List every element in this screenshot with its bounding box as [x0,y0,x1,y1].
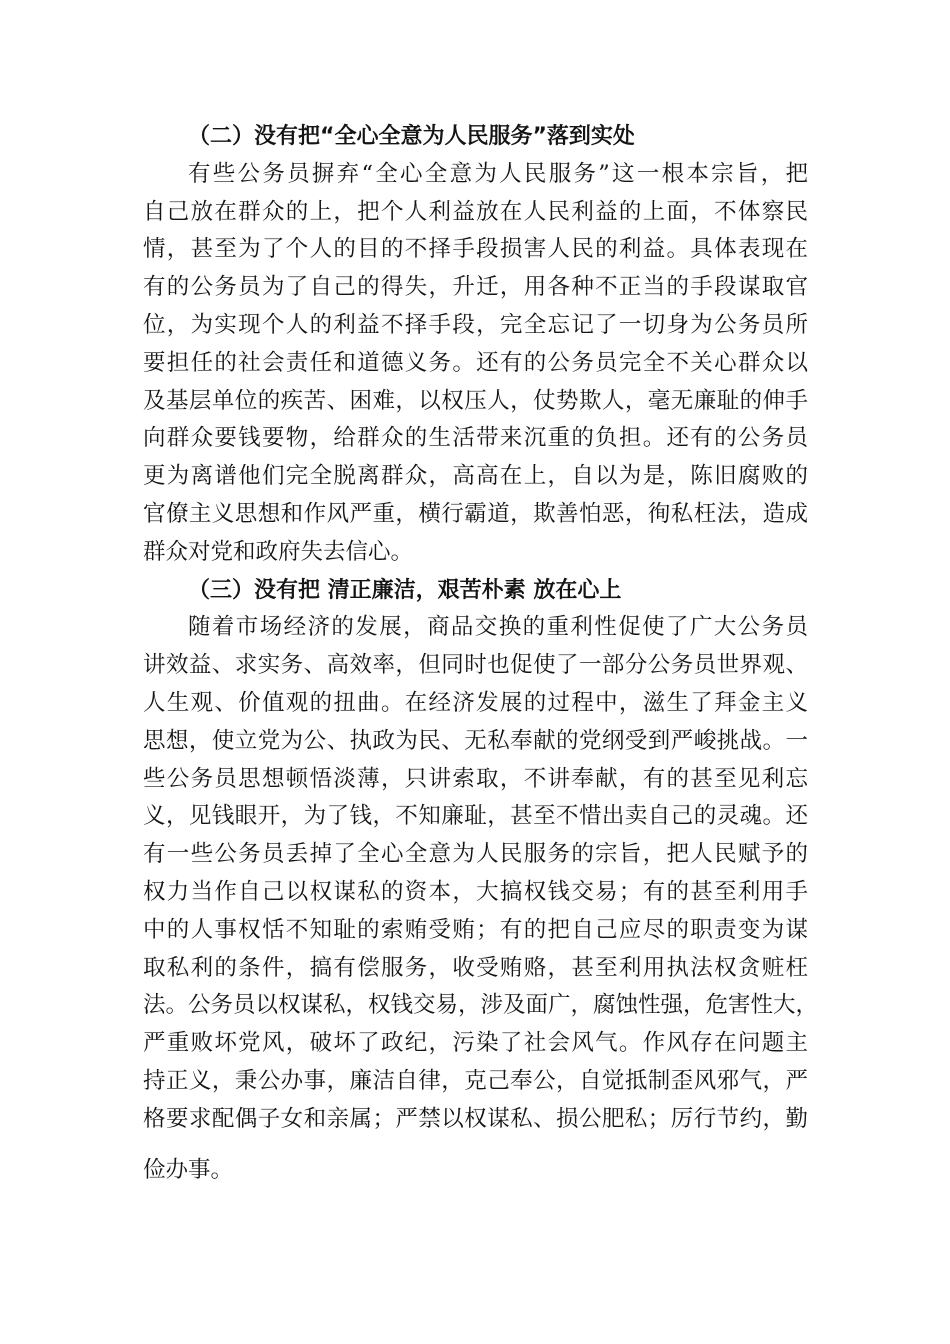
paragraph-line: 些公务员思想顿悟淡薄，只讲索取，不讲奉献，有的甚至见利忘 [143,765,808,792]
paragraph-line: 格要求配偶子女和亲属；严禁以权谋私、损公肥私；厉行节约，勤 [143,1105,808,1132]
paragraph-line: 更为离谱他们完全脱离群众，高高在上，自以为是，陈旧腐败的 [143,463,808,490]
paragraph-line: 有的公务员为了自己的得失，升迁，用各种不正当的手段谋取官 [143,274,808,301]
paragraph-line: 随着市场经济的发展，商品交换的重利性促使了广大公务员 [188,614,808,641]
paragraph-line: 向群众要钱要物，给群众的生活带来沉重的负担。还有的公务员 [143,425,808,452]
section-heading-2: （二）没有把“全心全意为人民服务”落到实处 [188,124,635,149]
paragraph-line: 义，见钱眼开，为了钱，不知廉耻，甚至不惜出卖自己的灵魂。还 [143,803,808,830]
paragraph-line: 思想，使立党为公、执政为民、无私奉献的党纲受到严峻挑战。一 [143,727,808,754]
paragraph-line: 位，为实现个人的利益不择手段，完全忘记了一切身为公务员所 [143,311,808,338]
section-heading-3: （三）没有把 清正廉洁，艰苦朴素 放在心上 [188,577,622,603]
paragraph-line: 及基层单位的疾苦、困难，以权压人，仗势欺人，毫无廉耻的伸手 [143,387,808,414]
paragraph-line: 有一些公务员丢掉了全心全意为人民服务的宗旨，把人民赋予的 [143,841,808,868]
section-3-paragraph [143,609,819,1138]
paragraph-line: 法。公务员以权谋私，权钱交易，涉及面广，腐蚀性强，危害性大， [143,992,819,1019]
paragraph-line: 持正义，秉公办事，廉洁自律，克己奉公，自觉抵制歪风邪气，严 [143,1067,808,1094]
paragraph-line: 要担任的社会责任和道德义务。还有的公务员完全不关心群众以 [143,349,808,376]
document-body [143,118,819,1139]
paragraph-line: 中的人事权恬不知耻的索贿受贿；有的把自己应尽的职责变为谋 [143,916,808,943]
section-2-paragraph [143,156,808,572]
paragraph-line: 讲效益、求实务、高效率，但同时也促使了一部分公务员世界观、 [143,652,808,679]
paragraph-line: 情，甚至为了个人的目的不择手段损害人民的利益。具体表现在 [143,236,808,263]
paragraph-line: 取私利的条件，搞有偿服务，收受贿赂，甚至利用执法权贪赃枉 [143,954,808,981]
paragraph-line: 有些公务员摒弃“全心全意为人民服务”这一根本宗旨，把 [188,160,808,187]
paragraph-line: 群众对党和政府失去信心。 [143,538,414,565]
paragraph-line: 人生观、价值观的扭曲。在经济发展的过程中，滋生了拜金主义 [143,689,808,716]
paragraph-line: 自己放在群众的上，把个人利益放在人民利益的上面，不体察民 [143,198,808,225]
paragraph-line: 严重败坏党风，破坏了政纪，污染了社会风气。作风存在问题主 [143,1030,808,1057]
paragraph-line: 权力当作自己以权谋私的资本，大搞权钱交易；有的甚至利用手 [143,878,808,905]
paragraph-line: 官僚主义思想和作风严重，横行霸道，欺善怕恶，徇私枉法，造成 [143,500,808,527]
paragraph-final-line: 俭办事。 [143,1157,234,1183]
